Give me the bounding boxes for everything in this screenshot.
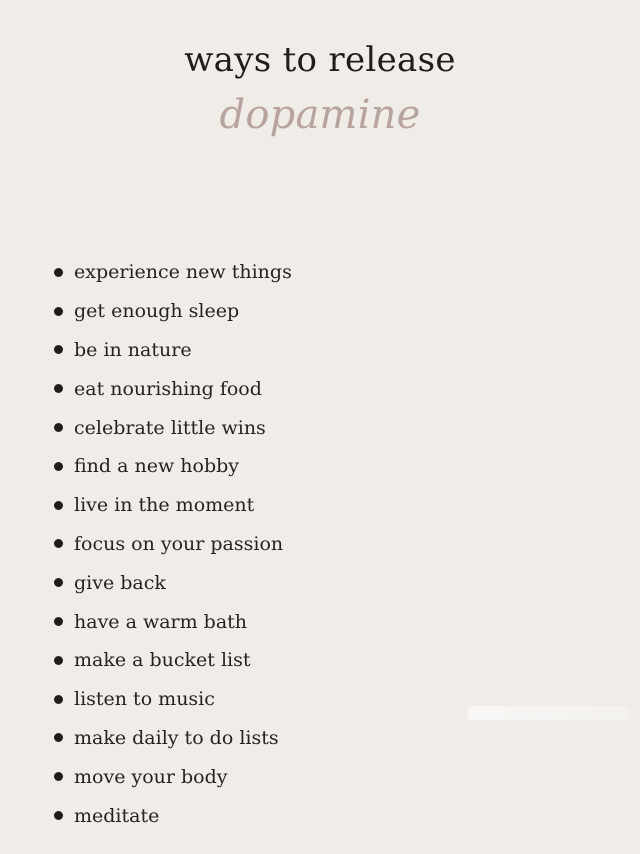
bullet-icon — [54, 733, 63, 742]
list-item-text: eat nourishing food — [74, 377, 262, 400]
list-item-text: get enough sleep — [74, 300, 240, 323]
list-item — [54, 525, 292, 564]
list-item-text: give back — [74, 571, 166, 594]
list-item — [54, 719, 292, 758]
list-item — [54, 602, 292, 641]
list-item — [54, 796, 292, 835]
bullet-icon — [54, 772, 63, 781]
bullet-icon — [54, 617, 63, 626]
list-item-text: move your body — [74, 765, 228, 788]
dopamine-list — [54, 253, 292, 835]
bullet-icon — [54, 539, 63, 548]
list-item — [54, 253, 292, 292]
list-item — [54, 641, 292, 680]
list-item-text: meditate — [74, 804, 160, 827]
bullet-icon — [54, 384, 63, 393]
bullet-icon — [54, 462, 63, 471]
bullet-icon — [54, 501, 63, 510]
list-item — [54, 447, 292, 486]
list-item-text: listen to music — [74, 688, 215, 711]
list-item-text: experience new things — [74, 261, 292, 284]
list-item — [54, 292, 292, 331]
list-item — [54, 757, 292, 796]
bullet-icon — [54, 656, 63, 665]
list-item — [54, 486, 292, 525]
bullet-icon — [54, 307, 63, 316]
list-item-text: have a warm bath — [74, 610, 248, 633]
list-item-text: find a new hobby — [74, 455, 239, 478]
list-item-text: live in the moment — [74, 494, 255, 517]
list-item-text: make daily to do lists — [74, 726, 279, 749]
page-title: ways to release — [184, 40, 456, 80]
bullet-icon — [54, 268, 63, 277]
page-subtitle: dopamine — [219, 92, 421, 138]
list-item — [54, 563, 292, 602]
bullet-icon — [54, 578, 63, 587]
bullet-icon — [54, 811, 63, 820]
list-item — [54, 369, 292, 408]
list-item-text: celebrate little wins — [74, 416, 266, 439]
bullet-icon — [54, 423, 63, 432]
list-item — [54, 408, 292, 447]
bullet-icon — [54, 345, 63, 354]
list-item-text: make a bucket list — [74, 649, 251, 672]
list-item — [54, 680, 292, 719]
list-item-text: focus on your passion — [74, 532, 284, 555]
watermark — [468, 706, 628, 720]
list-item-text: be in nature — [74, 338, 192, 361]
bullet-icon — [54, 695, 63, 704]
list-item — [54, 331, 292, 370]
